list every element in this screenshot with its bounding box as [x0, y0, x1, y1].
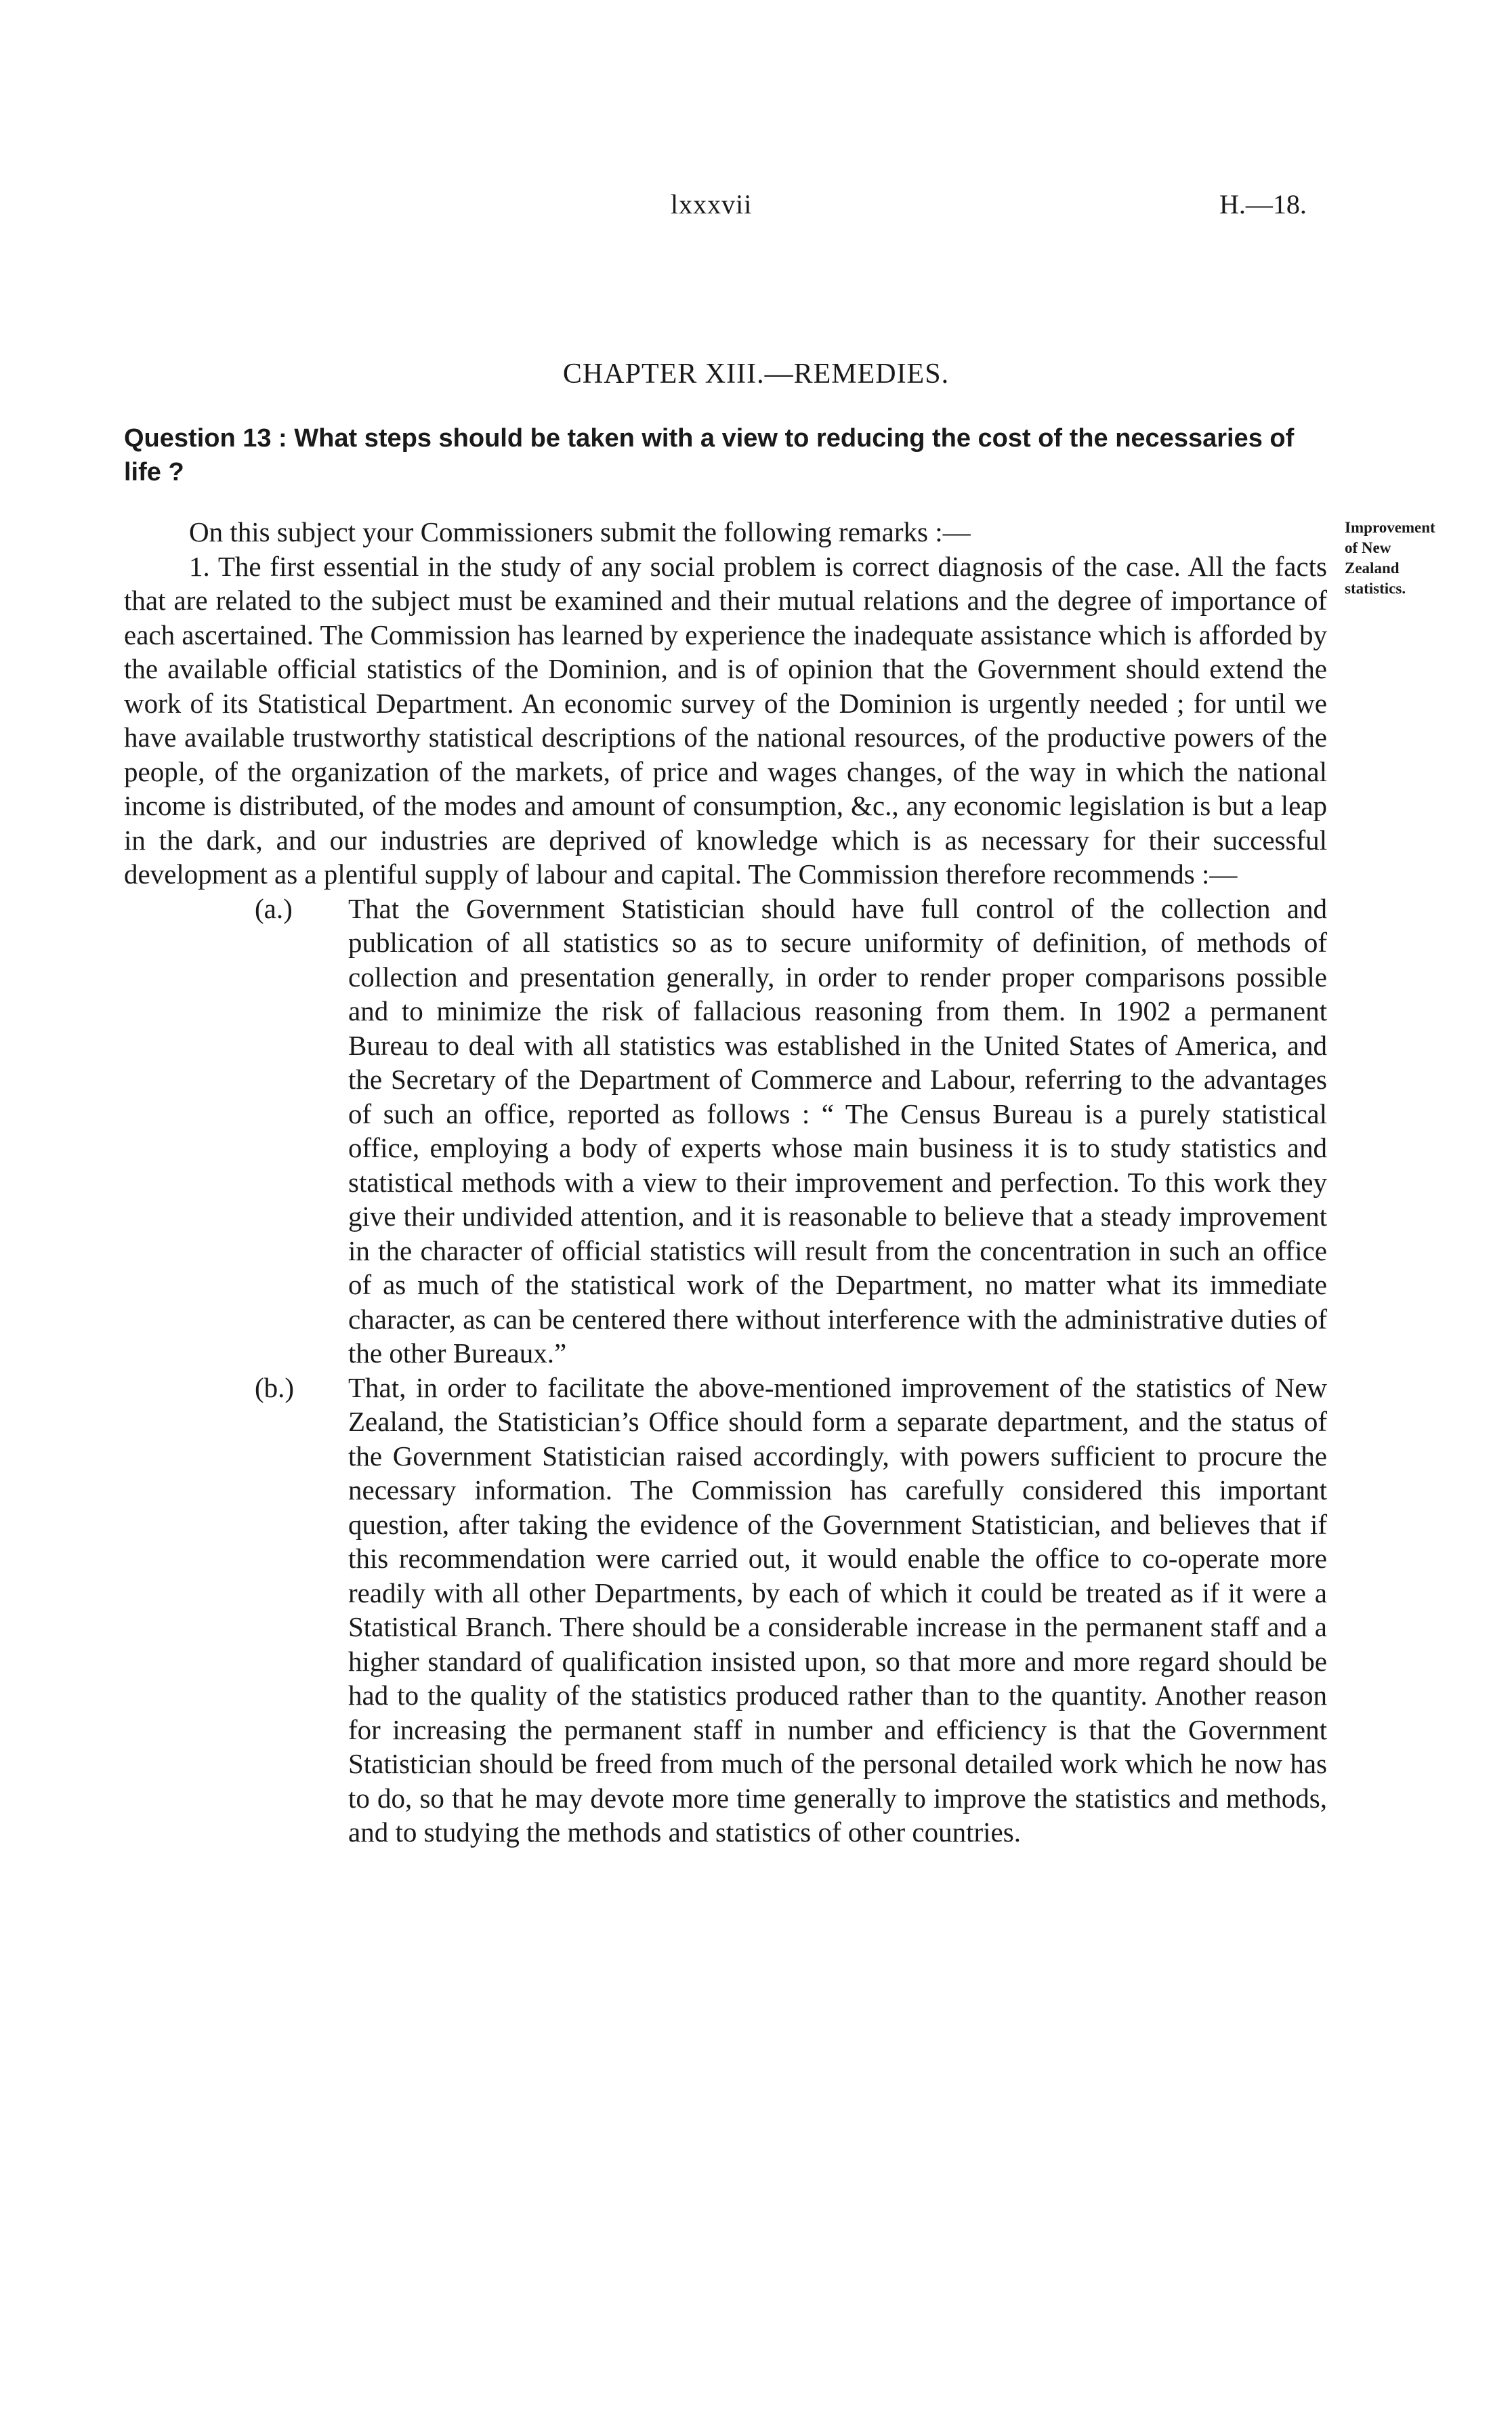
margin-note-line: statistics. [1345, 580, 1406, 597]
question-text: What steps should be taken with a view to reducing the cost of the necessaries of life ? [124, 424, 1295, 486]
document-reference: H.—18. [1219, 189, 1307, 220]
recommendation-a [124, 892, 1327, 1371]
recommendation-text: That, in order to facilitate the above-mentioned improvement of the statistics of New Zealand, the Statistician’s Office should form a separate department, and the status of the Government Statistician raised accordingly, with powers sufficient to procure the necessary information. The Commission has carefully considered this important question, after taking the evidence of the Government Statistician, and believes that if this recommendation were carried out, it would enable the office to co-operate more readily with all other Departments, by each of which it could be treated as if it were a Statistical Branch. There should be a considerable increase in the permanent staff and a higher standard of qualification insisted upon, so that more and more regard should be had to the quality of the statistics produced rather than to the quantity. Another reason for increasing the permanent staff in number and efficiency is that the Government Statistician should be freed from much of the personal detailed work which he now has to do, so that he may devote more time generally to improve the statistics and methods, and to studying the methods and statistics of other countries. [348, 1371, 1327, 1848]
recommendation-label: (a.) [255, 892, 293, 924]
margin-note-line: Zealand [1345, 560, 1400, 577]
chapter-title: CHAPTER XIII.—REMEDIES. [562, 358, 950, 390]
margin-note-line: Improvement [1345, 519, 1435, 536]
question-label: Question 13 : [124, 424, 287, 453]
recommendation-text: That the Government Statistician should have full control of the collection and publication of all statistics so as to secure uniformity of definition, of methods of collection and presentation generally, in order to render proper comparisons possible and to minimize the risk of fallacious reasoning from them. In 1902 a permanent Bureau to deal with all statistics was established in the United States of America, and the Secretary of the Department of Commerce and Labour, referring to the advantages of such an office, reported as follows : “ The Census Bureau is a purely statistical office, employing a body of experts whose main business it is to study statistics and statistical methods with a view to their improvement and perfection. To this work they give their undivided attention, and it is reasonable to believe that a steady improvement in the character of official statistics will result from the concentration in such an office of as much of the statistical work of the Department, no matter what its immediate character, as can be centered there without interference with the administrative duties of the other Bureaux.” [348, 892, 1327, 1369]
margin-note [1345, 518, 1480, 599]
margin-note-line: of New [1345, 539, 1391, 556]
body-text [124, 515, 1327, 1850]
question-heading [124, 421, 1327, 489]
recommendation-label: (b.) [255, 1371, 295, 1403]
page-number: lxxxvii [671, 189, 753, 220]
intro-paragraph: On this subject your Commissioners submit the following remarks :— [189, 516, 971, 547]
recommendation-b [124, 1371, 1327, 1850]
paragraph-1: 1. The first essential in the study of any social problem is correct diagnosis of the case. All the facts that are related to the subject must be examined and their mutual relations and the degree of importance of each ascertained. The Commission has learned by experience the inadequate assistance which is afforded by the available official statistics of the Dominion, and is of opinion that the Government should extend the work of its Statistical Department. An economic survey of the Dominion is urgently needed ; for until we have available trustworthy statistical descriptions of the national resources, of the productive powers of the people, of the organization of the markets, of price and wages changes, of the way in which the national income is distributed, of the modes and amount of consumption, &c., any economic legislation is but a leap in the dark, and our industries are deprived of knowledge which is as necessary for their successful development as a plentiful supply of labour and capital. The Commission therefore recommends :— [124, 550, 1327, 890]
